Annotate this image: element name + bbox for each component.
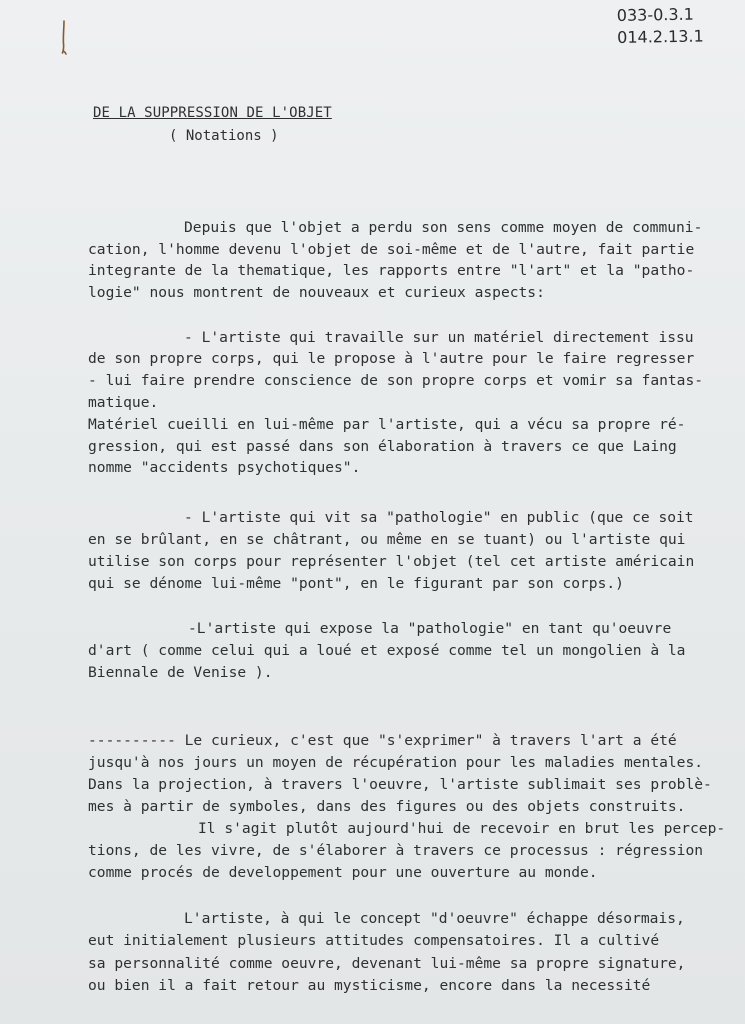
archive-reference-notes (617, 3, 728, 49)
text-line: sa personnalité comme oeuvre, devenant lui-même sa propre signature, (88, 955, 686, 972)
text-line: Dans la projection, à travers l'oeuvre, l'artiste sublimait ses problè- (88, 776, 712, 793)
text-line: mes à partir de symboles, dans des figures ou des objets construits. (88, 798, 686, 815)
text-line: cation, l'homme devenu l'objet de soi-même et de l'autre, fait partie (88, 241, 695, 258)
text-line: gression, qui est passé dans son élaboration à travers ce que Laing (88, 438, 677, 455)
text-line: - L'artiste qui travaille sur un matériel directement issu (184, 329, 694, 346)
text-line: -L'artiste qui expose la "pathologie" en tant qu'oeuvre (188, 620, 672, 637)
text-line: Biennale de Venise ). (88, 664, 273, 681)
text-line: utilise son corps pour représenter l'objet (tel cet artiste américain (88, 553, 695, 570)
text-line: en se brûlant, en se châtrant, ou même en se tuant) ou l'artiste qui (88, 531, 686, 548)
ink-mark-icon (61, 20, 67, 55)
text-line: Depuis que l'objet a perdu son sens comme moyen de communi- (184, 219, 703, 236)
text-line: L'artiste, à qui le concept "d'oeuvre" échappe désormais, (184, 910, 685, 927)
text-line: logie" nous montrent de nouveaux et curieux aspects: (88, 284, 545, 301)
text-line: d'art ( comme celui qui a loué et exposé comme tel un mongolien à la (88, 642, 686, 659)
text-line: nomme "accidents psychotiques". (88, 459, 361, 476)
text-line: - L'artiste qui vit sa "pathologie" en public (que ce soit (184, 509, 694, 526)
text-line: tions, de les vivre, de s'élaborer à travers ce processus : régression (88, 842, 704, 859)
text-line: qui se dénome lui-même "pont", en le figurant par son corps.) (88, 575, 624, 592)
text-line: jusqu'à nos jours un moyen de récupération pour les maladies mentales. (88, 754, 704, 771)
archive-ref-1: 033-0.3.1 (616, 4, 694, 25)
text-line: Il s'agit plutôt aujourd'hui de recevoir en brut les percep- (198, 820, 726, 837)
text-line: eut initialement plusieurs attitudes compensatoires. Il a cultivé (88, 932, 660, 949)
text-line: de son propre corps, qui le propose à l'autre pour le faire regresser (88, 350, 695, 367)
archive-ref-2: 014.2.13.1 (617, 26, 704, 47)
text-line: ---------- Le curieux, c'est que "s'exprimer" à travers l'art a été (88, 732, 677, 749)
text-line: - lui faire prendre conscience de son propre corps et vomir sa fantas- (88, 372, 704, 389)
document-title: DE LA SUPPRESSION DE L'OBJET (93, 105, 332, 121)
text-line: comme procés de developpement pour une ouverture au monde. (88, 864, 598, 881)
document-subtitle: ( Notations ) (169, 128, 279, 144)
text-line: matique. (88, 394, 159, 411)
text-line: Matériel cueilli en lui-même par l'artiste, qui a vécu sa propre ré- (88, 416, 686, 433)
text-line: ou bien il a fait retour au mysticisme, encore dans la necessité (88, 977, 651, 994)
text-line: integrante de la thematique, les rapports entre "l'art" et la "patho- (88, 262, 695, 279)
